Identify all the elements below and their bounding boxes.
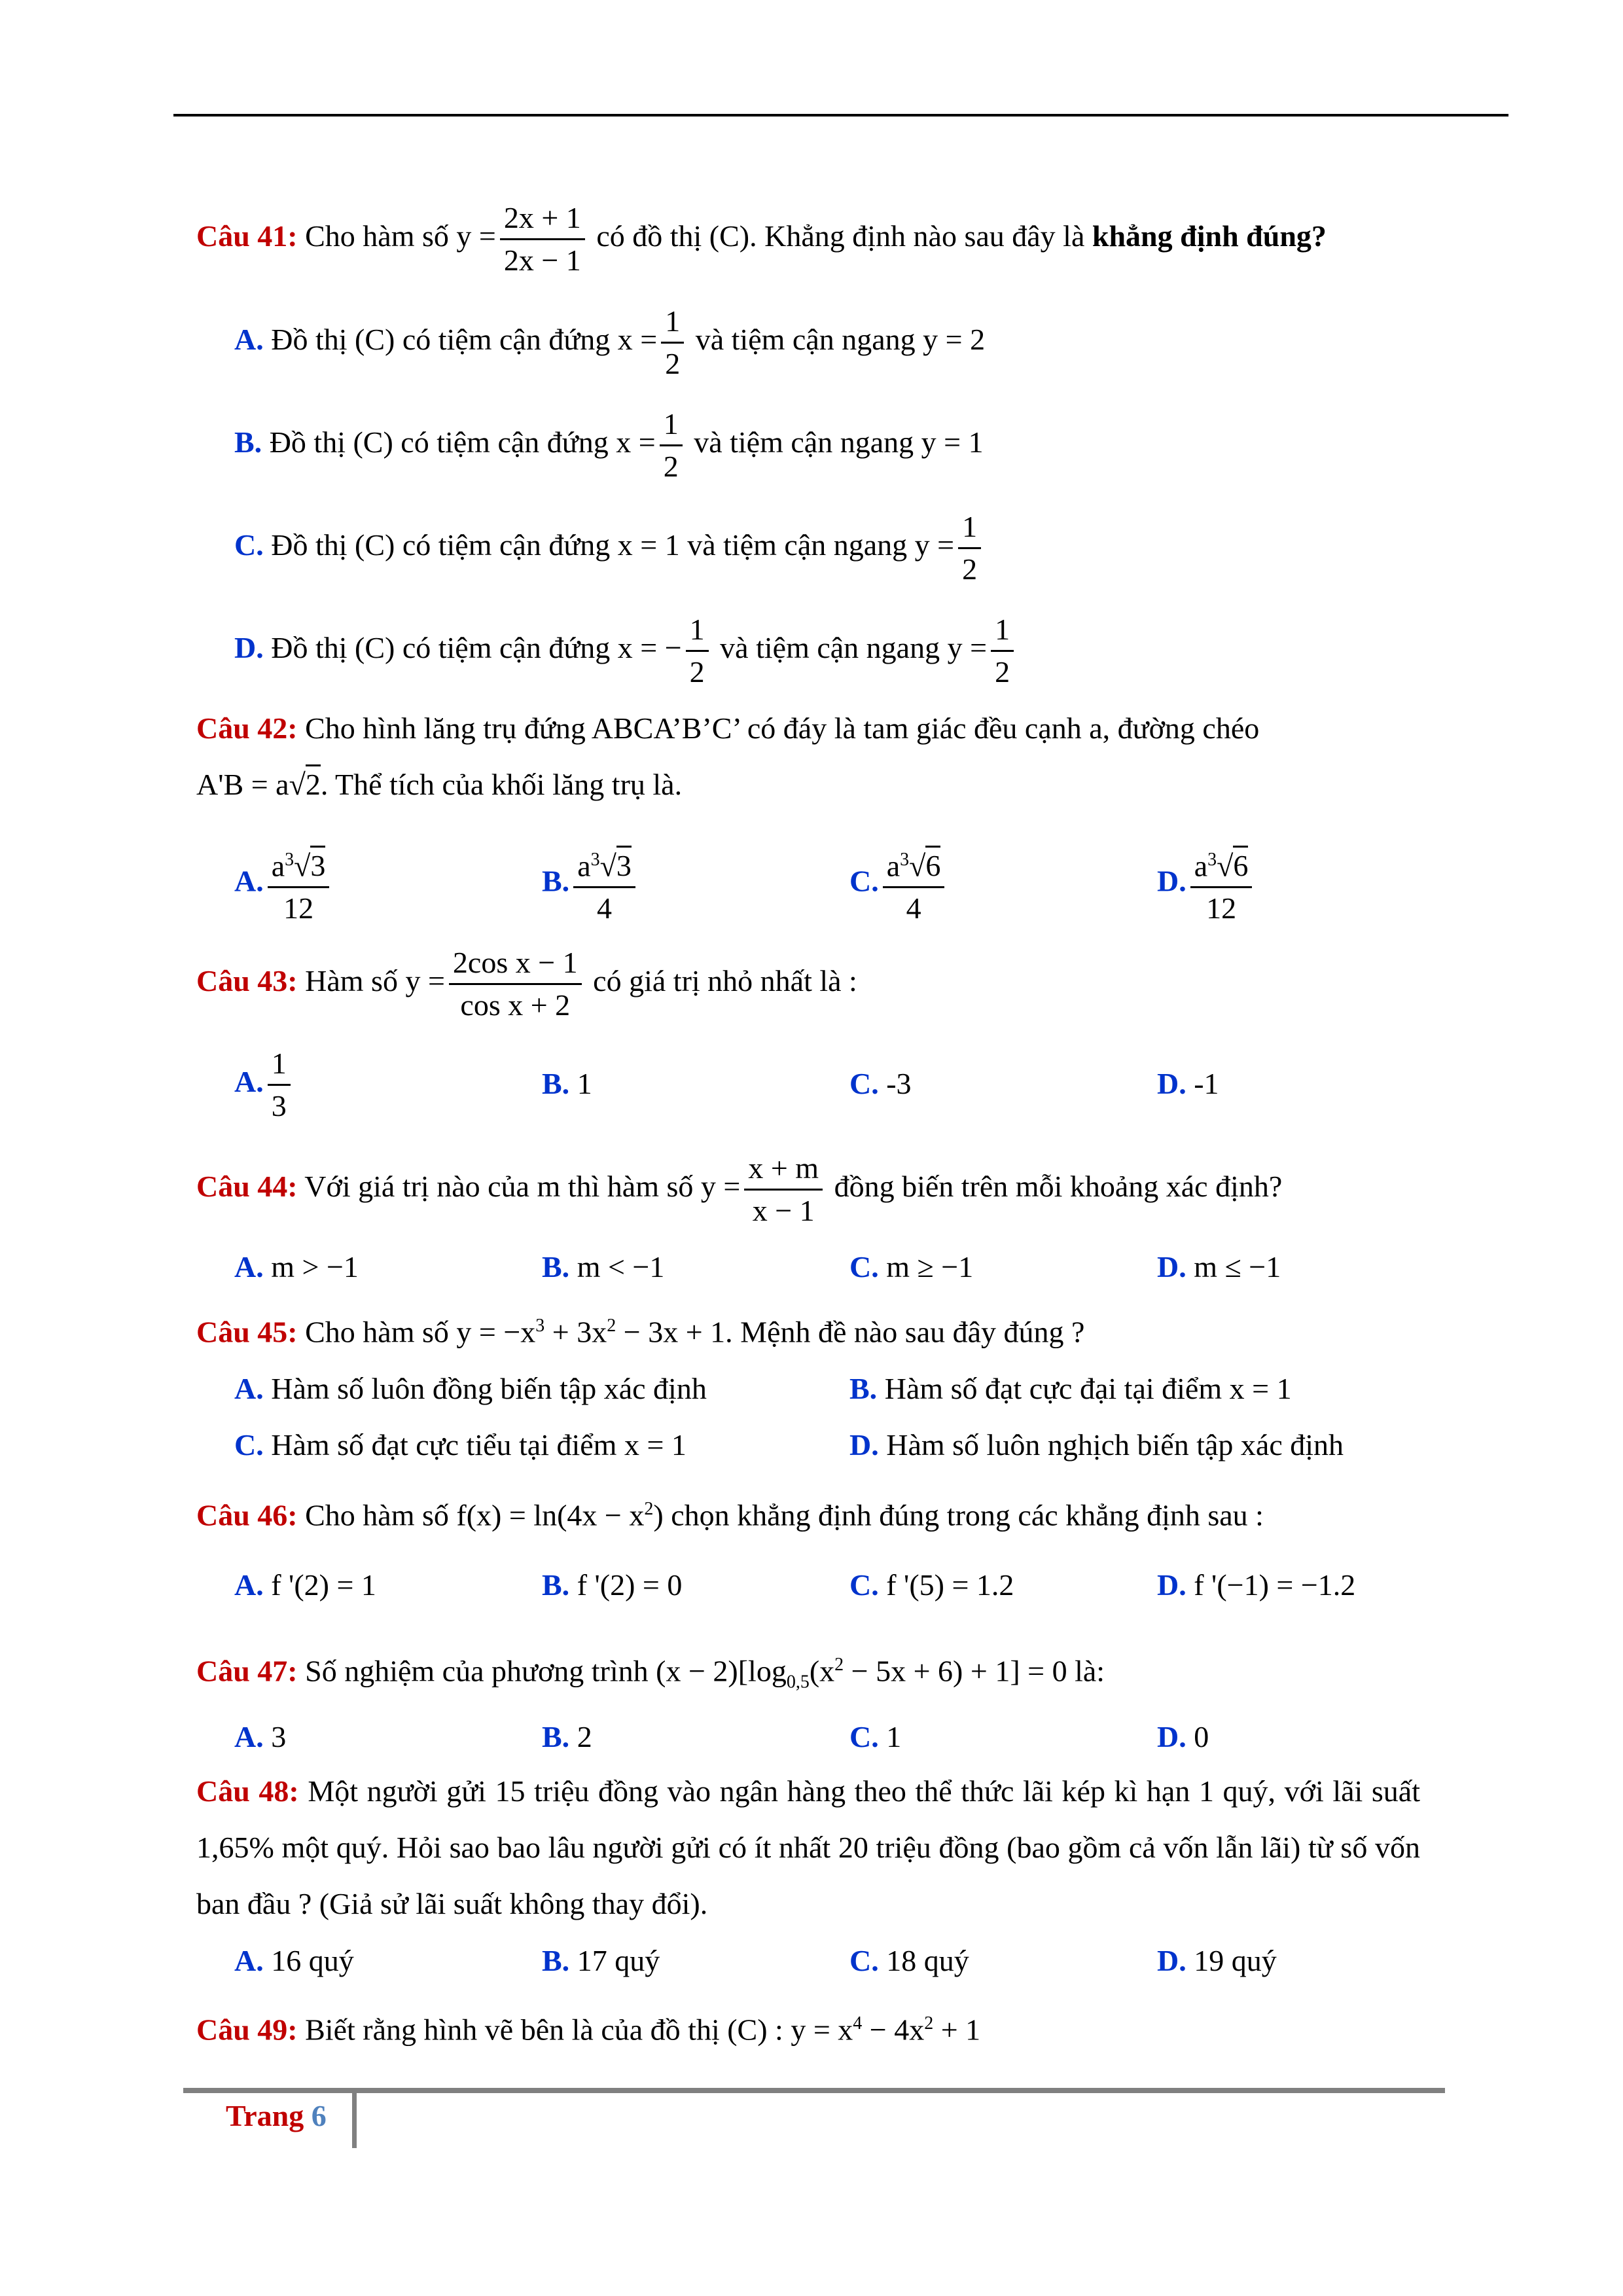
option-c: C. Hàm số đạt cực tiểu tại điểm x = 1 — [234, 1428, 687, 1462]
option-c: C. $\frac{a^3√6}{4}$ — [849, 840, 948, 929]
option-d: D. f '(−1) = −1.2 — [1157, 1568, 1356, 1602]
option-d: D. $\frac{a^3√6}{12}$ — [1157, 840, 1256, 929]
question-48: Câu 48: Một người gửi 15 triệu đồng vào ngân hàng theo thể thức lãi kép kì hạn 1 quý, với lãi suất 1,65% một quý. Hỏi sao bao lâu người gửi có ít nhất 20 triệu đồng (bao gồm cả vốn lẫn lãi) từ số vốn ban đầu ? (Giả sử lãi suất không thay đổi). — [196, 1774, 1421, 1920]
option-a: A. 16 quý — [234, 1944, 354, 1977]
option-a: A. m > −1 — [234, 1250, 359, 1283]
option-a: A. $\frac{a^3√3}{12}$ — [234, 840, 333, 929]
option-b: B. Đồ thị (C) có tiệm cận đứng x = $\frac{1}{2}$ và tiệm cận ngang y = 1 — [234, 404, 984, 487]
option-d: D. Hàm số luôn nghịch biến tập xác định — [849, 1428, 1344, 1462]
option-b: B. $\frac{a^3√3}{4}$ — [542, 840, 639, 929]
option-a: A. $\frac{1}{3}$ — [234, 1043, 294, 1126]
fraction: $\frac{2x + 1}{2x - 1}$ — [500, 198, 585, 281]
option-a: A. Hàm số luôn đồng biến tập xác định — [234, 1372, 707, 1405]
question-42: Câu 42: Cho hình lăng trụ đứng ABCA’B’C’ có đáy là tam giác đều cạnh a, đường chéo A'B = a√2. Thể tích của khối lăng trụ là. — [196, 711, 1260, 801]
question-45: Câu 45: Cho hàm số $y = -x^3 + 3x^2 - 3x + 1$. Mệnh đề nào sau đây đúng ? — [196, 1315, 1085, 1349]
question-41: Câu 41: Cho hàm số y = $\frac{2x + 1}{2x - 1}$ có đồ thị (C). Khẳng định nào sau đây là khẳng định đúng? — [196, 198, 1327, 281]
page-footer: Trang 6 — [226, 2099, 327, 2132]
option-d: D. Đồ thị (C) có tiệm cận đứng x = − $\frac{1}{2}$ và tiệm cận ngang y = $\frac{1}{2}$ — [234, 609, 1018, 692]
option-b: B. m < −1 — [542, 1250, 665, 1283]
option-c: C. 18 quý — [849, 1944, 969, 1977]
option-c: C. 1 — [849, 1720, 902, 1753]
option-b: B. 2 — [542, 1720, 592, 1753]
option-c: C. -3 — [849, 1067, 912, 1100]
page-number: 6 — [311, 2099, 327, 2132]
option-b: B. 1 — [542, 1067, 592, 1100]
option-b: B. f '(2) = 0 — [542, 1568, 683, 1602]
option-c: C. m ≥ −1 — [849, 1250, 974, 1283]
option-c: C. f '(5) = 1.2 — [849, 1568, 1014, 1602]
option-d: D. m ≤ −1 — [1157, 1250, 1281, 1283]
question-46: Câu 46: Cho hàm số $f(x) = \ln(4x - x^2)$ chọn khẳng định đúng trong các khẳng định sau : — [196, 1498, 1264, 1532]
footer-divider — [352, 2093, 357, 2148]
question-47: Câu 47: Số nghiệm của phương trình $(x - 2)[\log_{0,5}(x^2 - 5x + 6) + 1] = 0$ là: — [196, 1654, 1105, 1693]
option-b: B. Hàm số đạt cực đại tại điểm x = 1 — [849, 1372, 1292, 1405]
option-a: A. f '(2) = 1 — [234, 1568, 376, 1602]
option-a: A. Đồ thị (C) có tiệm cận đứng x = $\frac{1}{2}$ và tiệm cận ngang y = 2 — [234, 301, 985, 384]
option-a: A. 3 — [234, 1720, 287, 1753]
option-d: D. -1 — [1157, 1067, 1219, 1100]
question-number: Câu 41: — [196, 219, 298, 253]
header-rule — [173, 114, 1508, 117]
option-b: B. 17 quý — [542, 1944, 660, 1977]
question-49: Câu 49: Biết rằng hình vẽ bên là của đồ thị (C) : $y = x^4 - 4x^2 + 1$ — [196, 2013, 981, 2047]
option-c: C. Đồ thị (C) có tiệm cận đứng x = 1 và tiệm cận ngang y = $\frac{1}{2}$ — [234, 507, 985, 590]
footer-rule — [183, 2088, 1445, 2093]
option-d: D. 19 quý — [1157, 1944, 1277, 1977]
question-44: Câu 44: Với giá trị nào của m thì hàm số y = $\frac{x + m}{x - 1}$ đồng biến trên mỗi khoảng xác định? — [196, 1148, 1282, 1231]
option-d: D. 0 — [1157, 1720, 1209, 1753]
question-43: Câu 43: Hàm số y = $\frac{\text{2cos x − 1}}{\text{cos x + 2}}$ có giá trị nhỏ nhất là : — [196, 942, 857, 1026]
